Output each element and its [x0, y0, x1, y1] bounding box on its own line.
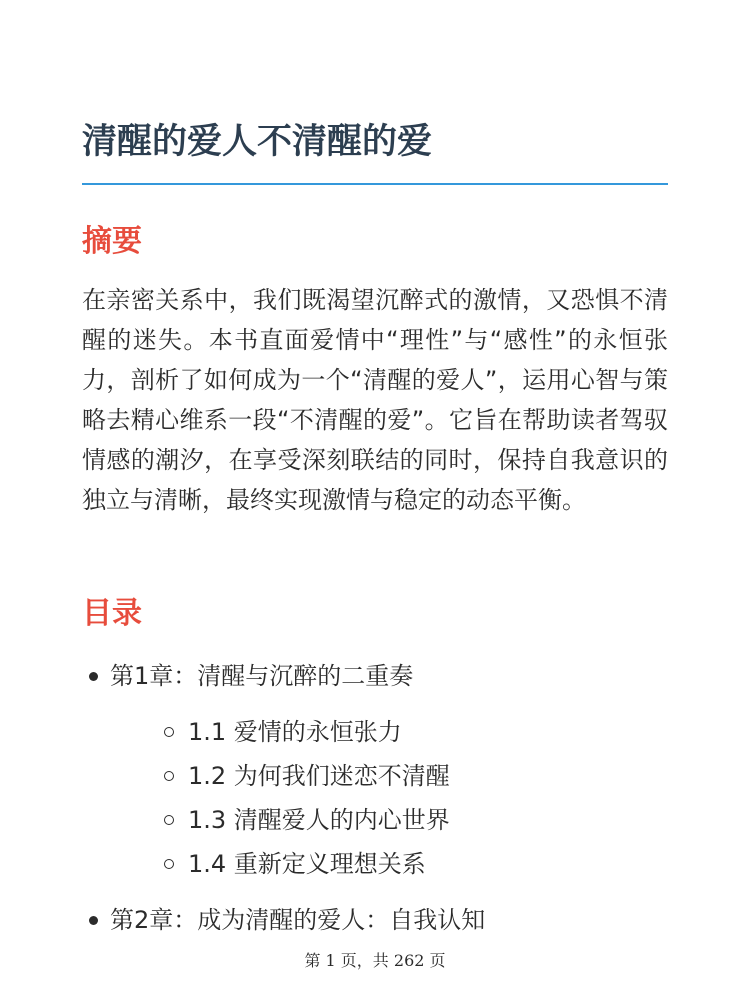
- toc-section-item[interactable]: [188, 802, 450, 838]
- toc-section-label: 1.2 为何我们迷恋不清醒: [188, 762, 450, 790]
- toc-section-label: 1.1 爱情的永恒张力: [188, 718, 402, 746]
- bullet-icon: [89, 672, 98, 681]
- abstract-heading: 摘要: [82, 224, 142, 259]
- bullet-icon: [89, 916, 98, 925]
- document-title: 清醒的爱人不清醒的爱: [82, 122, 433, 162]
- title-divider: [82, 183, 668, 185]
- circle-bullet-icon: [164, 771, 174, 781]
- toc-section-item[interactable]: [188, 846, 426, 882]
- toc-section-label: 1.4 重新定义理想关系: [188, 850, 426, 878]
- toc-chapter-item[interactable]: [110, 658, 413, 694]
- toc-section-item[interactable]: [188, 714, 402, 750]
- toc-section-label: 1.3 清醒爱人的内心世界: [188, 806, 450, 834]
- circle-bullet-icon: [164, 859, 174, 869]
- toc-heading: 目录: [82, 596, 142, 631]
- circle-bullet-icon: [164, 815, 174, 825]
- toc-chapter-label: 第2章：成为清醒的爱人：自我认知: [110, 906, 486, 934]
- page-number-footer: 第 1 页，共 262 页: [304, 951, 446, 970]
- toc-chapter-item[interactable]: [110, 902, 485, 938]
- abstract-paragraph: 在亲密关系中，我们既渴望沉醉式的激情，又恐惧不清醒的迷失。本书直面爱情中“理性”与“感性”的永恒张力，剖析了如何成为一个“清醒的爱人”，运用心智与策略去精心维系一段“不清醒的爱”。它旨在帮助读者驾驭情感的潮汐，在享受深刻联结的同时，保持自我意识的独立与清晰，最终实现激情与稳定的动态平衡。: [82, 286, 668, 514]
- toc-chapter-label: 第1章：清醒与沉醉的二重奏: [110, 662, 414, 690]
- toc-section-item[interactable]: [188, 758, 450, 794]
- circle-bullet-icon: [164, 727, 174, 737]
